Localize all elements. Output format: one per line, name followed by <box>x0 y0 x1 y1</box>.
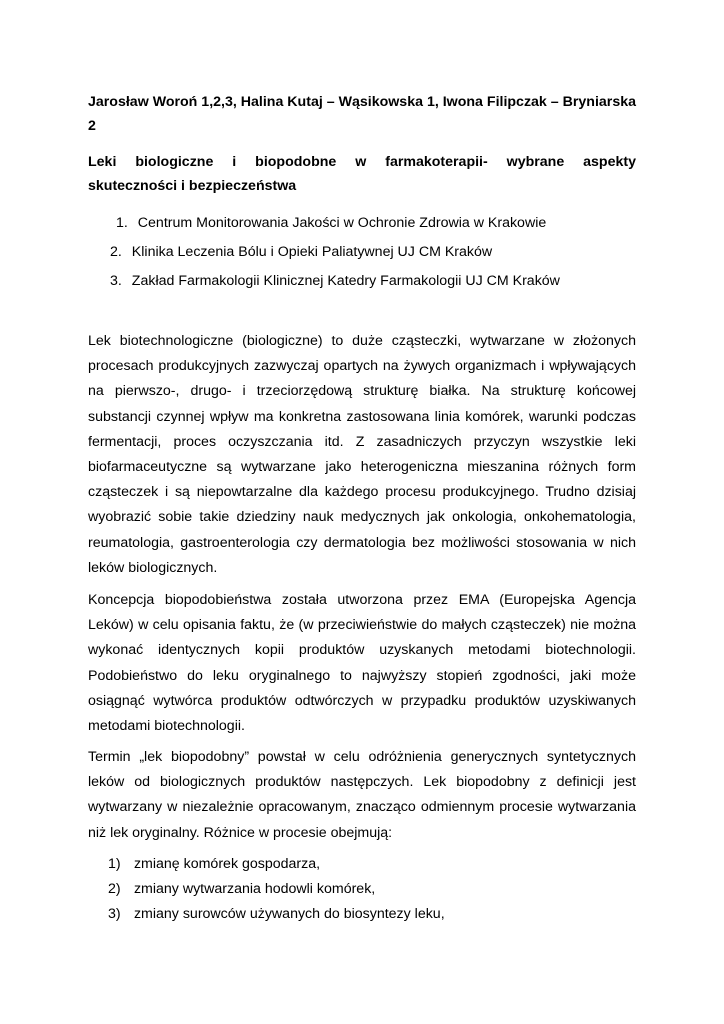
list-item <box>108 902 445 927</box>
article-title-line-1: Leki biologiczne i biopodobne w farmakoterapii- wybrane aspekty <box>88 154 636 170</box>
list-item-number: 1) <box>108 856 121 872</box>
list-item <box>108 877 445 902</box>
affiliation-item <box>88 238 560 267</box>
affiliation-item <box>88 209 560 238</box>
affiliation-item <box>88 267 560 296</box>
affiliation-number: 2. <box>110 244 122 260</box>
paragraph: Koncepcja biopodobieństwa została utworzona przez EMA (Europejska Agencja Leków) w celu opisania faktu, że (w przeciwieństwie do małych cząsteczek) nie można wykonać identycznych kopii produktów uzyskanych metodami biotechnologii. Podobieństwo do leku oryginalnego to najwyższy stopień zgodności, jaki może osiągnąć wytwórca produktów odtwórczych w przypadku produktów uzyskiwanych metodami biotechnologii. <box>88 592 636 735</box>
list-item <box>108 852 445 877</box>
affiliation-text: Zakład Farmakologii Klinicznej Katedry Farmakologii UJ CM Kraków <box>131 273 560 289</box>
affiliations-list <box>88 209 560 296</box>
article-title-line-2: skuteczności i bezpieczeństwa <box>88 178 297 194</box>
list-item-text: zmiany surowców używanych do biosyntezy leku, <box>133 906 445 922</box>
list-item-text: zmianę komórek gospodarza, <box>133 856 321 872</box>
differences-list <box>108 852 445 927</box>
paragraph: Termin „lek biopodobny” powstał w celu odróżnienia generycznych syntetycznych leków od biologicznych produktów następczych. Lek biopodobny z definicji jest wytwarzany w niezależnie opracowanym, znacząco odmiennym procesie wytwarzania niż lek oryginalny. Różnice w procesie obejmują: <box>88 749 636 841</box>
authors-line: Jarosław Woroń 1,2,3, Halina Kutaj – Wąsikowska 1, Iwona Filipczak – Bryniarska 2 <box>88 94 636 134</box>
list-item-text: zmiany wytwarzania hodowli komórek, <box>133 881 376 897</box>
affiliation-number: 3. <box>110 273 122 289</box>
affiliation-number: 1. <box>116 215 128 231</box>
article-title <box>88 150 636 198</box>
paragraph: Lek biotechnologiczne (biologiczne) to duże cząsteczki, wytwarzane w złożonych procesach produkcyjnych zazwyczaj opartych na żywych organizmach i wpływających na pierwszo-, drugo- i trzeciorzędową strukturę białka. Na strukturę końcowej substancji czynnej wpływ ma konkretna zastosowana linia komórek, warunki podczas fermentacji, proces oczyszczania itd. Z zasadniczych przyczyn wszystkie leki biofarmaceutyczne są wytwarzane jako heterogeniczna mieszanina różnych form cząsteczek i są niepowtarzalne dla każdego procesu produkcyjnego. Trudno dzisiaj wyobrazić sobie takie dziedziny nauk medycznych jak onkologia, onkohematologia, reumatologia, gastroenterologia czy dermatologia bez możliwości stosowania w nich leków biologicznych. <box>88 333 636 576</box>
affiliation-text: Klinika Leczenia Bólu i Opieki Paliatywnej UJ CM Kraków <box>131 244 493 260</box>
affiliation-text: Centrum Monitorowania Jakości w Ochronie Zdrowia w Krakowie <box>137 215 547 231</box>
list-item-number: 3) <box>108 906 121 922</box>
list-item-number: 2) <box>108 881 121 897</box>
